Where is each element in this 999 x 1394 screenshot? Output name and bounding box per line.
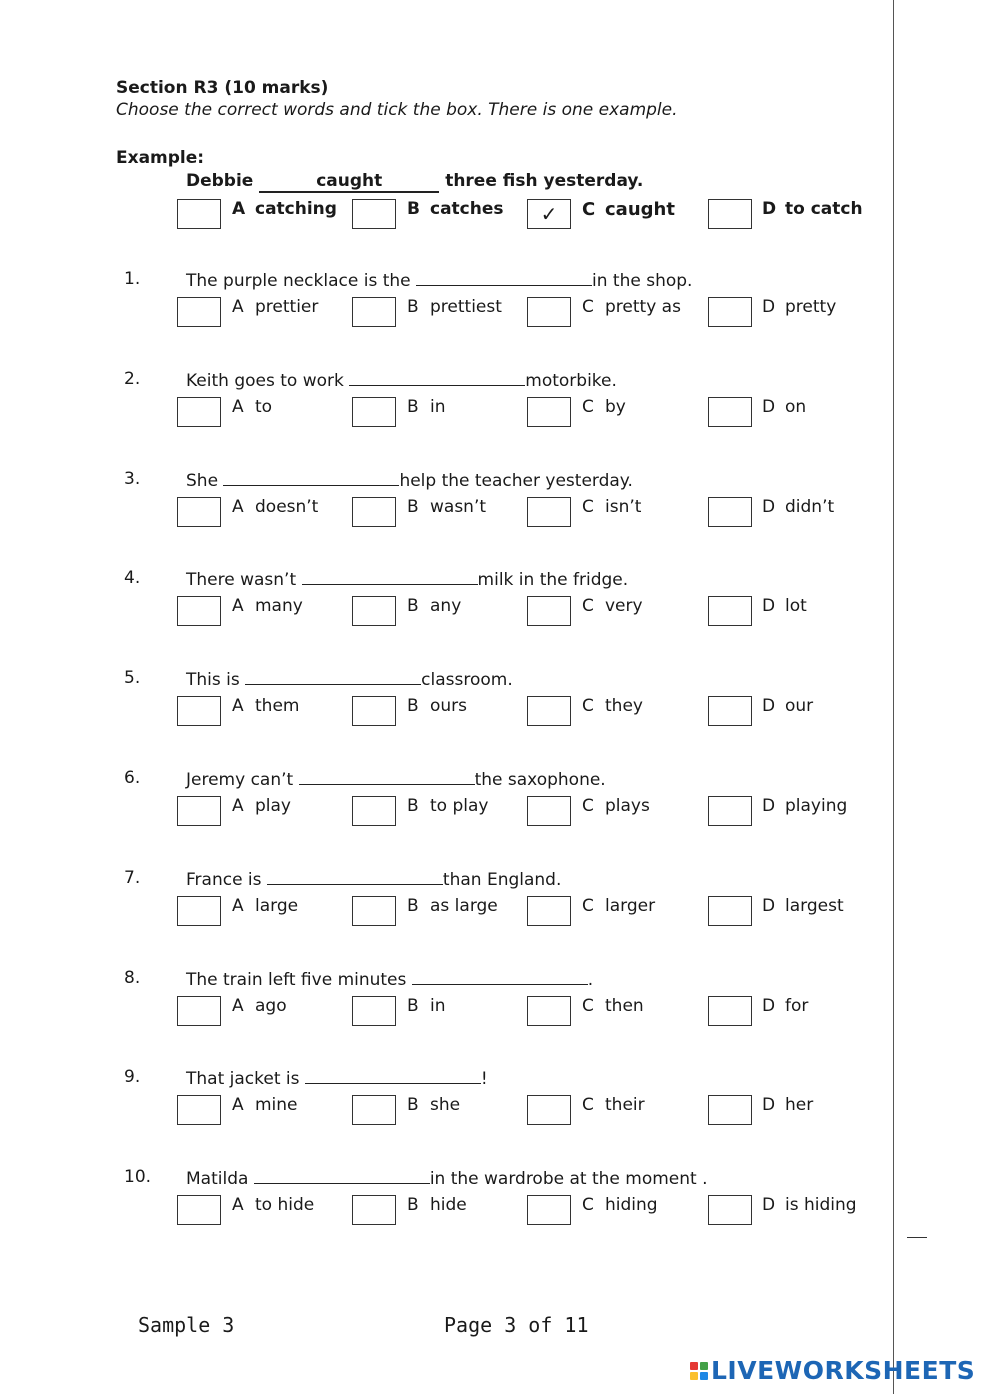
option-letter: C bbox=[582, 1195, 594, 1216]
example-option-a bbox=[232, 199, 337, 219]
answer-checkbox-c[interactable] bbox=[527, 497, 571, 527]
option-b bbox=[407, 596, 461, 616]
option-text: isn’t bbox=[605, 496, 642, 517]
option-b bbox=[407, 996, 446, 1016]
option-text: hide bbox=[430, 1195, 467, 1216]
option-letter: C bbox=[582, 1095, 594, 1116]
answer-checkbox-a[interactable] bbox=[177, 896, 221, 926]
answer-checkbox-d[interactable] bbox=[708, 1195, 752, 1225]
answer-blank bbox=[416, 269, 592, 286]
question-before: That jacket is bbox=[186, 1069, 300, 1090]
option-letter: B bbox=[407, 995, 419, 1016]
answer-blank bbox=[299, 768, 475, 785]
option-d bbox=[762, 397, 806, 417]
example-checkbox-c[interactable] bbox=[527, 199, 571, 229]
answer-checkbox-c[interactable] bbox=[527, 796, 571, 826]
question-number: 7. bbox=[124, 867, 141, 888]
option-text: them bbox=[255, 696, 300, 717]
option-letter: B bbox=[407, 297, 419, 317]
question-number: 3. bbox=[124, 468, 141, 489]
option-text: ago bbox=[255, 995, 287, 1016]
option-letter: C bbox=[582, 696, 594, 717]
option-text: as large bbox=[430, 895, 498, 916]
option-text: didn’t bbox=[785, 496, 835, 517]
option-a bbox=[232, 1195, 314, 1215]
answer-checkbox-c[interactable] bbox=[527, 397, 571, 427]
question-after: in the wardrobe at the moment . bbox=[429, 1169, 708, 1190]
answer-blank bbox=[254, 1167, 430, 1184]
option-letter: B bbox=[407, 199, 420, 219]
option-letter: C bbox=[582, 496, 594, 517]
page-margin-line bbox=[893, 0, 894, 1394]
option-letter: B bbox=[407, 1095, 419, 1116]
example-label: Example: bbox=[116, 148, 205, 168]
option-letter: A bbox=[232, 496, 244, 517]
answer-checkbox-d[interactable] bbox=[708, 596, 752, 626]
answer-checkbox-d[interactable] bbox=[708, 796, 752, 826]
answer-checkbox-b[interactable] bbox=[352, 1195, 396, 1225]
question-sentence bbox=[186, 568, 628, 590]
option-text: many bbox=[255, 596, 303, 617]
question-after: the saxophone. bbox=[474, 770, 606, 790]
option-text: pretty as bbox=[605, 297, 681, 317]
option-d bbox=[762, 297, 836, 317]
option-text: lot bbox=[785, 596, 807, 617]
example-before: Debbie bbox=[186, 171, 254, 191]
option-letter: A bbox=[232, 895, 244, 916]
question-before: This is bbox=[186, 670, 240, 691]
question-number: 6. bbox=[124, 768, 141, 788]
option-d bbox=[762, 1095, 813, 1115]
option-text: by bbox=[605, 396, 626, 417]
option-letter: A bbox=[232, 396, 244, 417]
question-number: 2. bbox=[124, 368, 141, 389]
option-c bbox=[582, 497, 641, 517]
example-checkbox-d[interactable] bbox=[708, 199, 752, 229]
example-option-d bbox=[762, 199, 863, 219]
option-letter: D bbox=[762, 1095, 776, 1116]
answer-blank bbox=[412, 968, 588, 985]
answer-blank bbox=[245, 668, 421, 685]
example-checkbox-a[interactable] bbox=[177, 199, 221, 229]
answer-checkbox-a[interactable] bbox=[177, 996, 221, 1026]
answer-checkbox-d[interactable] bbox=[708, 696, 752, 726]
option-text: our bbox=[785, 696, 814, 717]
option-text: ours bbox=[430, 696, 468, 717]
question-after: classroom. bbox=[421, 670, 513, 691]
option-b bbox=[407, 1095, 460, 1115]
option-letter: C bbox=[582, 396, 594, 417]
option-letter: B bbox=[407, 895, 419, 916]
question-after: . bbox=[587, 969, 594, 990]
option-letter: C bbox=[582, 297, 594, 317]
question-sentence bbox=[186, 369, 617, 391]
option-letter: D bbox=[762, 496, 776, 517]
option-letter: A bbox=[232, 297, 244, 317]
question-after: than England. bbox=[442, 869, 562, 890]
question-number: 5. bbox=[124, 668, 141, 689]
answer-checkbox-c[interactable] bbox=[527, 996, 571, 1026]
answer-checkbox-a[interactable] bbox=[177, 696, 221, 726]
option-letter: D bbox=[762, 297, 776, 317]
question-sentence bbox=[186, 868, 561, 890]
option-a bbox=[232, 896, 298, 916]
check-icon: ✓ bbox=[540, 202, 558, 226]
answer-checkbox-c[interactable] bbox=[527, 896, 571, 926]
option-letter: B bbox=[407, 496, 419, 517]
option-letter: B bbox=[407, 396, 419, 417]
margin-dash bbox=[907, 1237, 927, 1238]
option-text: play bbox=[255, 796, 291, 816]
answer-checkbox-a[interactable] bbox=[177, 1095, 221, 1125]
option-text: doesn’t bbox=[255, 496, 319, 517]
liveworksheets-logo bbox=[690, 1356, 975, 1385]
option-letter: B bbox=[407, 1195, 419, 1216]
option-text: their bbox=[605, 1095, 645, 1116]
option-letter: A bbox=[232, 1195, 244, 1216]
answer-checkbox-c[interactable] bbox=[527, 1095, 571, 1125]
option-a bbox=[232, 397, 272, 417]
answer-blank bbox=[223, 469, 399, 486]
option-c bbox=[582, 397, 626, 417]
option-d bbox=[762, 896, 844, 916]
question-sentence bbox=[186, 1067, 488, 1089]
logo-text: LIVEWORKSHEETS bbox=[711, 1356, 976, 1385]
option-text: very bbox=[605, 596, 643, 617]
question-before: She bbox=[186, 470, 219, 491]
question-before: Matilda bbox=[186, 1169, 249, 1190]
option-text: they bbox=[605, 696, 643, 717]
section-instruction: Choose the correct words and tick the box. There is one example. bbox=[116, 100, 678, 120]
example-sentence bbox=[186, 171, 643, 193]
option-text: then bbox=[605, 995, 644, 1016]
question-before: The purple necklace is the bbox=[186, 271, 411, 291]
option-c bbox=[582, 596, 643, 616]
option-letter: B bbox=[407, 596, 419, 617]
option-b bbox=[407, 896, 498, 916]
question-number: 9. bbox=[124, 1067, 141, 1088]
answer-blank bbox=[349, 369, 525, 386]
option-letter: D bbox=[762, 696, 776, 717]
option-text: larger bbox=[605, 895, 656, 916]
option-c bbox=[582, 896, 655, 916]
answer-checkbox-d[interactable] bbox=[708, 397, 752, 427]
option-text: hiding bbox=[605, 1195, 658, 1216]
answer-blank bbox=[305, 1067, 481, 1084]
footer-sample: Sample 3 bbox=[138, 1313, 235, 1337]
option-a bbox=[232, 996, 287, 1016]
answer-checkbox-b[interactable] bbox=[352, 896, 396, 926]
question-number: 8. bbox=[124, 967, 141, 988]
answer-checkbox-d[interactable] bbox=[708, 497, 752, 527]
option-text: large bbox=[255, 895, 299, 916]
option-text: in bbox=[430, 995, 446, 1016]
answer-checkbox-d[interactable] bbox=[708, 297, 752, 327]
option-c bbox=[582, 696, 643, 716]
example-after: three fish yesterday. bbox=[445, 171, 644, 191]
option-letter: D bbox=[762, 199, 777, 219]
answer-checkbox-c[interactable] bbox=[527, 696, 571, 726]
answer-checkbox-c[interactable] bbox=[527, 1195, 571, 1225]
logo-icon bbox=[690, 1362, 708, 1380]
answer-checkbox-d[interactable] bbox=[708, 996, 752, 1026]
question-sentence bbox=[186, 469, 633, 491]
option-text: prettier bbox=[255, 297, 319, 317]
option-letter: C bbox=[582, 995, 594, 1016]
question-before: Jeremy can’t bbox=[186, 770, 294, 790]
option-text: catching bbox=[255, 199, 337, 219]
example-option-c bbox=[582, 199, 675, 220]
option-letter: A bbox=[232, 596, 244, 617]
answer-checkbox-b[interactable] bbox=[352, 497, 396, 527]
option-letter: D bbox=[762, 1195, 776, 1216]
answer-checkbox-a[interactable] bbox=[177, 596, 221, 626]
option-letter: D bbox=[762, 396, 776, 417]
option-text: prettiest bbox=[430, 297, 502, 317]
question-sentence bbox=[186, 269, 692, 291]
option-c bbox=[582, 1095, 645, 1115]
answer-checkbox-b[interactable] bbox=[352, 696, 396, 726]
option-text: mine bbox=[255, 1095, 298, 1116]
option-a bbox=[232, 696, 299, 716]
question-sentence bbox=[186, 768, 606, 790]
footer-page-number: Page 3 of 11 bbox=[444, 1313, 589, 1337]
option-a bbox=[232, 1095, 298, 1115]
option-letter: C bbox=[582, 199, 596, 220]
option-a bbox=[232, 297, 318, 317]
answer-checkbox-a[interactable] bbox=[177, 1195, 221, 1225]
option-text: catches bbox=[430, 199, 504, 219]
option-d bbox=[762, 696, 813, 716]
option-text: pretty bbox=[785, 297, 837, 317]
option-text: playing bbox=[785, 796, 848, 816]
answer-checkbox-c[interactable] bbox=[527, 297, 571, 327]
answer-checkbox-c[interactable] bbox=[527, 596, 571, 626]
answer-blank bbox=[267, 868, 443, 885]
option-letter: A bbox=[232, 995, 244, 1016]
answer-checkbox-b[interactable] bbox=[352, 996, 396, 1026]
example-option-b bbox=[407, 199, 504, 219]
option-b bbox=[407, 796, 488, 816]
option-letter: C bbox=[582, 895, 594, 916]
option-letter: A bbox=[232, 796, 244, 816]
question-after: motorbike. bbox=[525, 370, 617, 391]
option-text: her bbox=[785, 1095, 814, 1116]
question-before: The train left five minutes bbox=[186, 969, 407, 990]
option-text: largest bbox=[785, 895, 844, 916]
answer-checkbox-b[interactable] bbox=[352, 1095, 396, 1125]
answer-checkbox-a[interactable] bbox=[177, 497, 221, 527]
option-d bbox=[762, 596, 807, 616]
question-after: ! bbox=[480, 1069, 488, 1090]
answer-blank bbox=[302, 568, 478, 585]
option-d bbox=[762, 796, 847, 816]
option-d bbox=[762, 497, 834, 517]
option-b bbox=[407, 397, 446, 417]
option-b bbox=[407, 297, 502, 317]
option-text: any bbox=[430, 596, 462, 617]
option-a bbox=[232, 596, 303, 616]
option-a bbox=[232, 796, 291, 816]
option-letter: A bbox=[232, 696, 244, 717]
option-text: caught bbox=[605, 199, 675, 220]
question-after: in the shop. bbox=[592, 271, 693, 291]
option-a bbox=[232, 497, 318, 517]
question-after: help the teacher yesterday. bbox=[399, 470, 633, 491]
option-c bbox=[582, 796, 650, 816]
option-d bbox=[762, 1195, 857, 1215]
option-d bbox=[762, 996, 808, 1016]
option-letter: D bbox=[762, 895, 776, 916]
option-text: is hiding bbox=[785, 1195, 857, 1216]
option-text: to play bbox=[430, 796, 489, 816]
option-b bbox=[407, 497, 486, 517]
option-letter: B bbox=[407, 696, 419, 717]
option-letter: C bbox=[582, 796, 594, 816]
answer-checkbox-b[interactable] bbox=[352, 796, 396, 826]
answer-checkbox-a[interactable] bbox=[177, 397, 221, 427]
example-checkbox-b[interactable] bbox=[352, 199, 396, 229]
option-text: to catch bbox=[785, 199, 863, 219]
question-number: 4. bbox=[124, 568, 141, 589]
option-b bbox=[407, 1195, 467, 1215]
option-text: to bbox=[255, 396, 273, 417]
question-after: milk in the fridge. bbox=[477, 570, 629, 591]
option-letter: A bbox=[232, 199, 246, 219]
option-text: wasn’t bbox=[430, 496, 487, 517]
answer-checkbox-b[interactable] bbox=[352, 596, 396, 626]
answer-checkbox-b[interactable] bbox=[352, 397, 396, 427]
option-text: for bbox=[785, 995, 809, 1016]
option-letter: D bbox=[762, 796, 776, 816]
answer-checkbox-b[interactable] bbox=[352, 297, 396, 327]
option-letter: A bbox=[232, 1095, 244, 1116]
option-text: in bbox=[430, 396, 446, 417]
option-text: she bbox=[430, 1095, 461, 1116]
answer-checkbox-d[interactable] bbox=[708, 1095, 752, 1125]
option-c bbox=[582, 297, 681, 317]
question-sentence bbox=[186, 668, 513, 690]
question-sentence bbox=[186, 968, 593, 990]
question-before: France is bbox=[186, 869, 262, 890]
example-answer: caught bbox=[259, 171, 439, 193]
question-sentence bbox=[186, 1167, 708, 1189]
answer-checkbox-d[interactable] bbox=[708, 896, 752, 926]
option-text: to hide bbox=[255, 1195, 315, 1216]
question-before: Keith goes to work bbox=[186, 370, 344, 391]
option-letter: D bbox=[762, 596, 776, 617]
answer-checkbox-a[interactable] bbox=[177, 297, 221, 327]
option-letter: D bbox=[762, 995, 776, 1016]
option-c bbox=[582, 996, 644, 1016]
answer-checkbox-a[interactable] bbox=[177, 796, 221, 826]
question-number: 10. bbox=[124, 1167, 152, 1188]
section-title: Section R3 (10 marks) bbox=[116, 78, 329, 98]
option-letter: B bbox=[407, 796, 419, 816]
option-text: plays bbox=[605, 796, 650, 816]
question-before: There wasn’t bbox=[186, 570, 297, 591]
question-number: 1. bbox=[124, 269, 141, 289]
option-letter: C bbox=[582, 596, 594, 617]
option-b bbox=[407, 696, 467, 716]
option-c bbox=[582, 1195, 658, 1215]
option-text: on bbox=[785, 396, 807, 417]
